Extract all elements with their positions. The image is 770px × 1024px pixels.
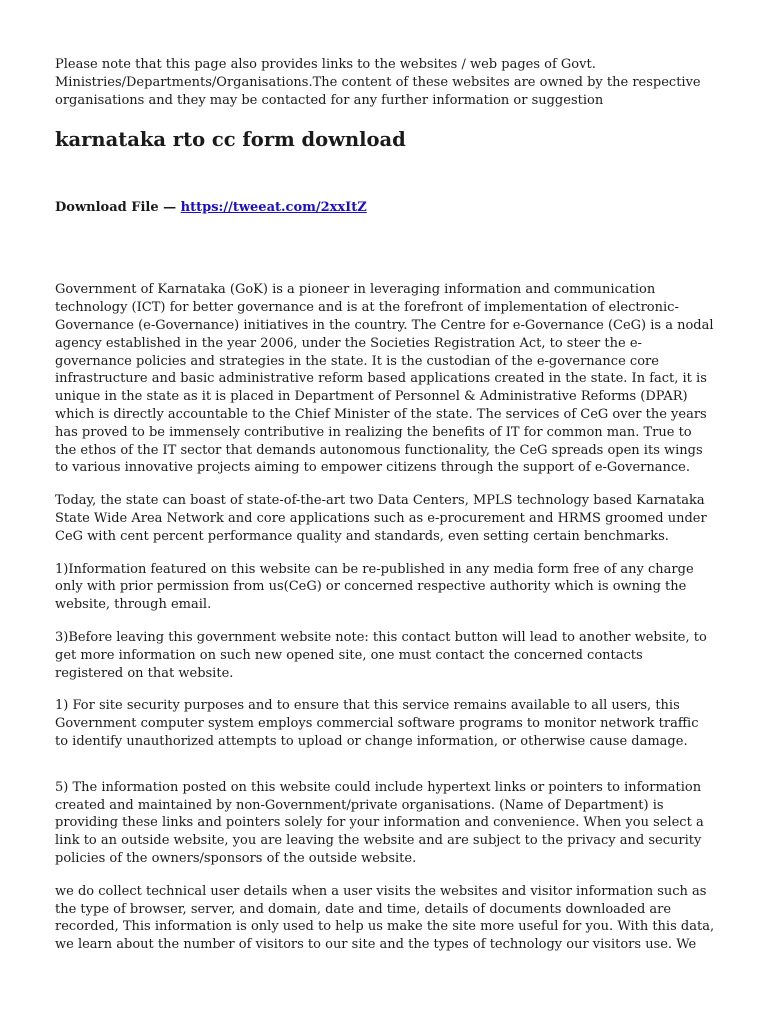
document-page — [55, 56, 715, 969]
body-paragraph-security: 1) For site security purposes and to ensure that this service remains available to all users, this Government computer system employs commercial software programs to monitor network traffic to identify unauthorized attempts to upload or change information, or otherwise cause damage. — [55, 698, 699, 749]
body-paragraph-gok: Government of Karnataka (GoK) is a pioneer in leveraging information and communication technology (ICT) for better governance and is at the forefront of implementation of electronic-Governance (e-Governance) initiatives in the country. The Centre for e-Governance (CeG) is a nodal agency established in the year 2006, under the Societies Registration Act, to steer the e-governance policies and strategies in the state. It is the custodian of the e-governance core infrastructure and basic administrative reform based applications created in the state. In fact, it is unique in the state as it is placed in Department of Personnel & Administrative Reforms (DPAR) which is directly accountable to the Chief Minister of the state. The services of CeG over the years has proved to be immensely contributive in realizing the benefits of IT for common man. True to the ethos of the IT sector that demands autonomous functionality, the CeG spreads open its wings to various innovative projects aiming to empower citizens through the support of e-Governance. — [55, 282, 714, 476]
body-paragraph-data-centers: Today, the state can boast of state-of-the-art two Data Centers, MPLS technology based Karnataka State Wide Area Network and core applications such as e-procurement and HRMS groomed under CeG with cent percent performance quality and standards, even setting certain benchmarks. — [55, 493, 707, 544]
body-paragraph-leaving-site: 3)Before leaving this government website note: this contact button will lead to another website, to get more information on such new opened site, one must contact the concerned contacts registered on that website. — [55, 629, 707, 681]
body-paragraph-republish: 1)Information featured on this website can be re-published in any media form free of any charge only with prior permission from us(CeG) or concerned respective authority which is owning the website, through email. — [55, 561, 694, 613]
download-line — [55, 199, 715, 217]
download-label: Download File — — [55, 200, 181, 216]
page-title: karnataka rto cc form download — [55, 128, 406, 152]
body-paragraph-technical-details: we do collect technical user details when a user visits the websites and visitor information such as the type of browser, server, and domain, date and time, details of documents downloaded are recorded, This information is only used to help us make the site more useful for you. With this data, we learn about the number of visitors to our site and the types of technology our visitors use. We — [55, 883, 715, 953]
download-link[interactable]: https://tweeat.com/2xxItZ — [180, 200, 367, 216]
notice-paragraph: Please note that this page also provides links to the websites / web pages of Govt. Ministries/Departments/Organisations.The content of these websites are owned by the respective organisations and they may be contacted for any further information or suggestion — [55, 57, 701, 108]
body-paragraph-hypertext-links: 5) The information posted on this website could include hypertext links or pointers to information created and maintained by non-Government/private organisations. (Name of Department) is providing these links and pointers solely for your information and convenience. When you select a link to an outside website, you are leaving the website and are subject to the privacy and security policies of the owners/sponsors of the outside website. — [55, 779, 704, 866]
